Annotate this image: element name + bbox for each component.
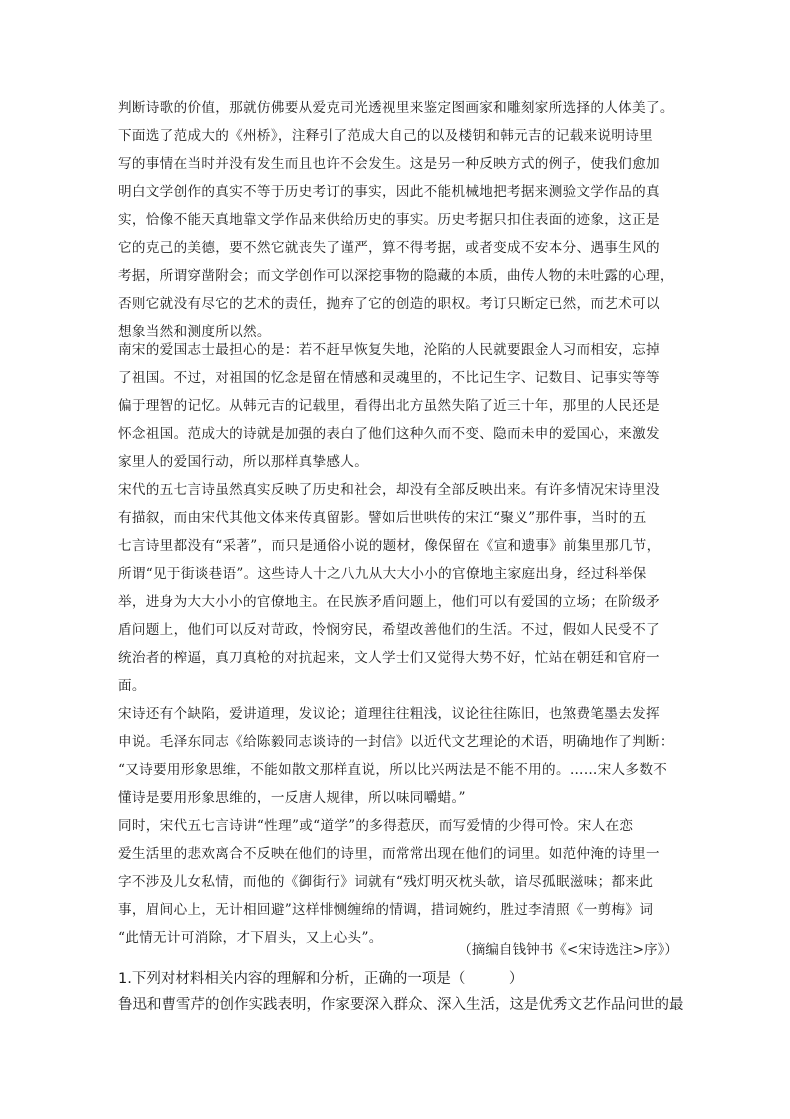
text-line: 申说。毛泽东同志《给陈毅同志谈诗的一封信》以近代文艺理论的术语，明确地作了判断： [118,734,674,750]
text-line: 南宋的爱国志士最担心的是：若不赶早恢复失地，沦陷的人民就要跟金人习而相安，忘掉 [118,342,660,358]
text-line: 想象当然和测度所以然。 [118,324,271,340]
text-line: 所谓“见于街谈巷语”。这些诗人十之八九从大大小小的官僚地主家庭出身，经过科举保 [118,566,647,582]
paragraph-4 [118,700,678,812]
text-line: 举，进身为大大小小的官僚地主。在民族矛盾问题上，他们可以有爱国的立场；在阶级矛 [118,594,660,610]
text-line: 下面选了范成大的《州桥》，注释引了范成大自己的以及楼钥和韩元吉的记载来说明诗里 [118,128,654,144]
text-line: 家里人的爱国行动，所以那样真挚感人。 [118,454,369,470]
text-line: 判断诗歌的价值，那就仿佛要从爱克司光透视里来鉴定图画家和雕刻家所选择的人体美了。 [118,100,674,116]
text-line: 它的克己的美德，要不然它就丧失了谨严，算不得考据，或者变成不安本分、遇事生风的 [118,240,660,256]
text-line: 写的事情在当时并没有发生而且也许不会发生。这是另一种反映方式的例子，使我们愈加 [118,156,660,172]
text-line: 七言诗里都没有“采著”，而只是通俗小说的题材，像保留在《宣和遗事》前集里那几节， [118,538,661,554]
text-line: “此情无计可消除，才下眉头，又上心头”。 [118,930,383,946]
source-citation: （摘编自钱钟书《<宋诗选注>序》） [458,942,678,958]
text-line: 实，恰像不能天真地靠文学作品来供给历史的事实。历史考据只扣住表面的迹象，这正是 [118,212,660,228]
question-option-text: 鲁迅和曹雪芹的创作实践表明，作家要深入群众、深入生活，这是优秀文艺作品问世的最 [118,997,684,1013]
text-line: 爱生活里的悲欢离合不反映在他们的诗里，而常常出现在他们的词里。如范仲淹的诗里一 [118,846,660,862]
text-line: 考据，所谓穿凿附会；而文学创作可以深挖事物的隐藏的本质，曲传人物的未吐露的心理， [118,268,674,284]
paragraph-3 [118,476,678,700]
paragraph-2 [118,336,678,476]
text-line: 明白文学创作的真实不等于历史考订的事实，因此不能机械地把考据来测验文学作品的真 [118,184,660,200]
text-line: “又诗要用形象思维，不能如散文那样直说，所以比兴两法是不能不用的。……宋人多数不 [118,762,668,778]
text-line: 宋代的五七言诗虽然真实反映了历史和社会，却没有全部反映出来。有许多情况宋诗里没 [118,482,660,498]
text-line: 字不涉及儿女私情，而他的《御街行》词就有“残灯明灭枕头欹，谙尽孤眠滋味；都来此 [118,874,654,890]
text-line: 有描叙，而由宋代其他文体来传真留影。譬如后世哄传的宋江“聚义”那件事，当时的五 [118,510,647,526]
question-stem: 1.下列对材料相关内容的理解和分析，正确的一项是（ ） [118,971,524,987]
text-line: 同时，宋代五七言诗讲“性理”或“道学”的多得惹厌，而写爱情的少得可怜。宋人在恋 [118,818,634,834]
text-line: 怀念祖国。范成大的诗就是加强的表白了他们这种久而不变、隐而未申的爱国心，来激发 [118,426,660,442]
text-line: 偏于理智的记忆。从韩元吉的记载里，看得出北方虽然失陷了近三十年，那里的人民还是 [118,398,660,414]
text-line: 了祖国。不过，对祖国的忆念是留在情感和灵魂里的，不比记生字、记数目、记事实等等 [118,370,660,386]
text-line: 统治者的榨逼，真刀真枪的对抗起来，文人学士们又觉得大势不好，忙站在朝廷和官府一 [118,650,660,666]
text-line: 盾问题上，他们可以反对苛政，怜悯穷民，希望改善他们的生活。不过，假如人民受不了 [118,622,660,638]
text-line: 事，眉间心上，无计相回避”这样悱恻缠绵的情调，措词婉约，胜过李清照《一剪梅》词 [118,902,654,918]
text-line: 懂诗是要用形象思维的，一反唐人规律，所以味同嚼蜡。” [118,790,466,806]
text-line: 否则它就没有尽它的艺术的责任，抛弃了它的创造的职权。考订只断定已然，而艺术可以 [118,296,660,312]
paragraph-5 [118,812,678,952]
paragraph-1 [118,94,678,346]
text-line: 面。 [118,678,146,694]
text-line: 宋诗还有个缺陷，爱讲道理，发议论；道理往往粗浅，议论往往陈旧，也煞费笔墨去发挥 [118,706,660,722]
